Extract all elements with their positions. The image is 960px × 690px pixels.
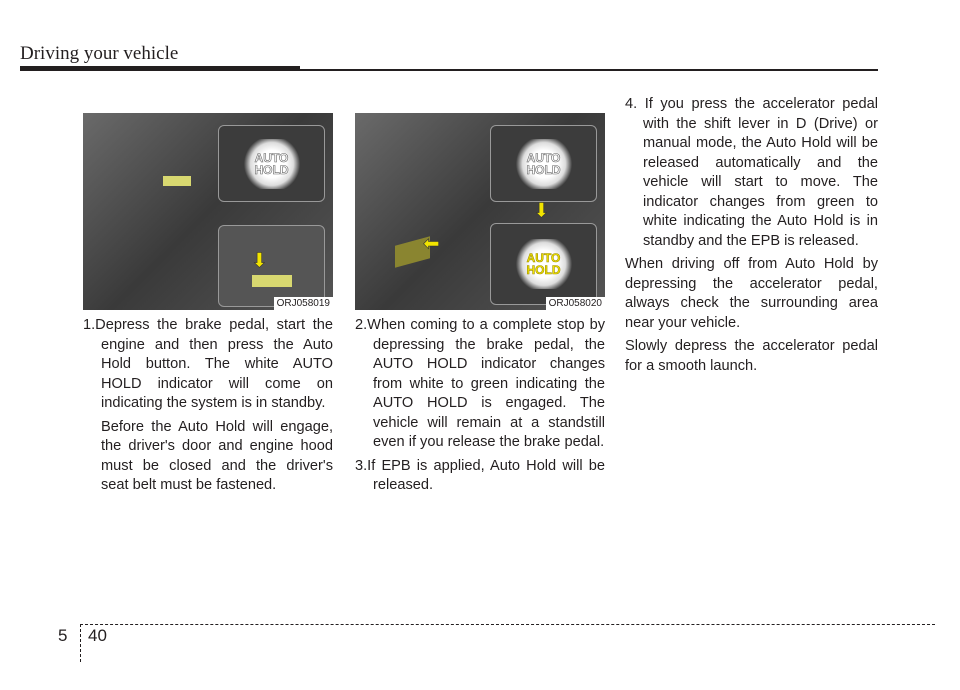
indicator-panel-engaged [490,223,597,305]
indicator-panel-standby [490,125,597,202]
figure-code: ORJ058019 [274,297,333,310]
auto-hold-indicator-green: AUTO HOLD [514,239,574,289]
header-bar [20,66,300,71]
figure-brake-pedal [355,113,605,310]
paragraph-smooth-launch: Slowly depress the accelerator pedal for a smooth launch. [625,338,878,374]
auto-hold-button [163,176,191,186]
column-2 [355,316,605,500]
chapter-number: 5 [58,626,68,645]
column-1 [83,316,333,500]
auto-hold-indicator-white: AUTO HOLD [514,139,574,189]
footer-rule [80,624,935,625]
auto-hold-indicator-white: AUTO HOLD [242,139,302,189]
step-4: 4. If you press the accelerator pedal with the shift lever in D (Drive) or manual mode, the Auto Hold will be released automatically and the vehicle will start to move. The indicator changes from green to white indicating the Auto Hold is in standby and the EPB is released. [625,96,878,249]
page-number: 40 [88,626,107,645]
step-1: 1.Depress the brake pedal, start the engine and then press the Auto Hold button. The white AUTO HOLD indicator will come on indicating the system is in standby. [83,317,333,411]
step-2: 2.When coming to a complete stop by depressing the brake pedal, the AUTO HOLD indicator changes from white to green indicating the AUTO HOLD is engaged. The vehicle will remain at a standstill even if you release the brake pedal. [355,317,605,450]
arrow-left-icon: ⬅ [423,233,440,255]
paragraph-drive-off: When driving off from Auto Hold by depressing the accelerator pedal, always check the surrounding area near your vehicle. [625,256,878,331]
button-closeup [218,225,325,307]
figure-code: ORJ058020 [546,297,605,310]
step-1-note: Before the Auto Hold will engage, the driver's door and engine hood must be closed and the driver's seat belt must be fastened. [101,418,333,493]
arrow-down-icon: ⬇ [533,200,550,222]
header-rule [300,69,878,71]
figure-shift-console [83,113,333,310]
indicator-panel [218,125,325,202]
section-title: Driving your vehicle [20,43,179,64]
step-3: 3.If EPB is applied, Auto Hold will be released. [355,457,605,493]
footer-divider [80,624,81,662]
arrow-down-icon: ⬇ [251,250,268,272]
column-3 [625,95,878,380]
